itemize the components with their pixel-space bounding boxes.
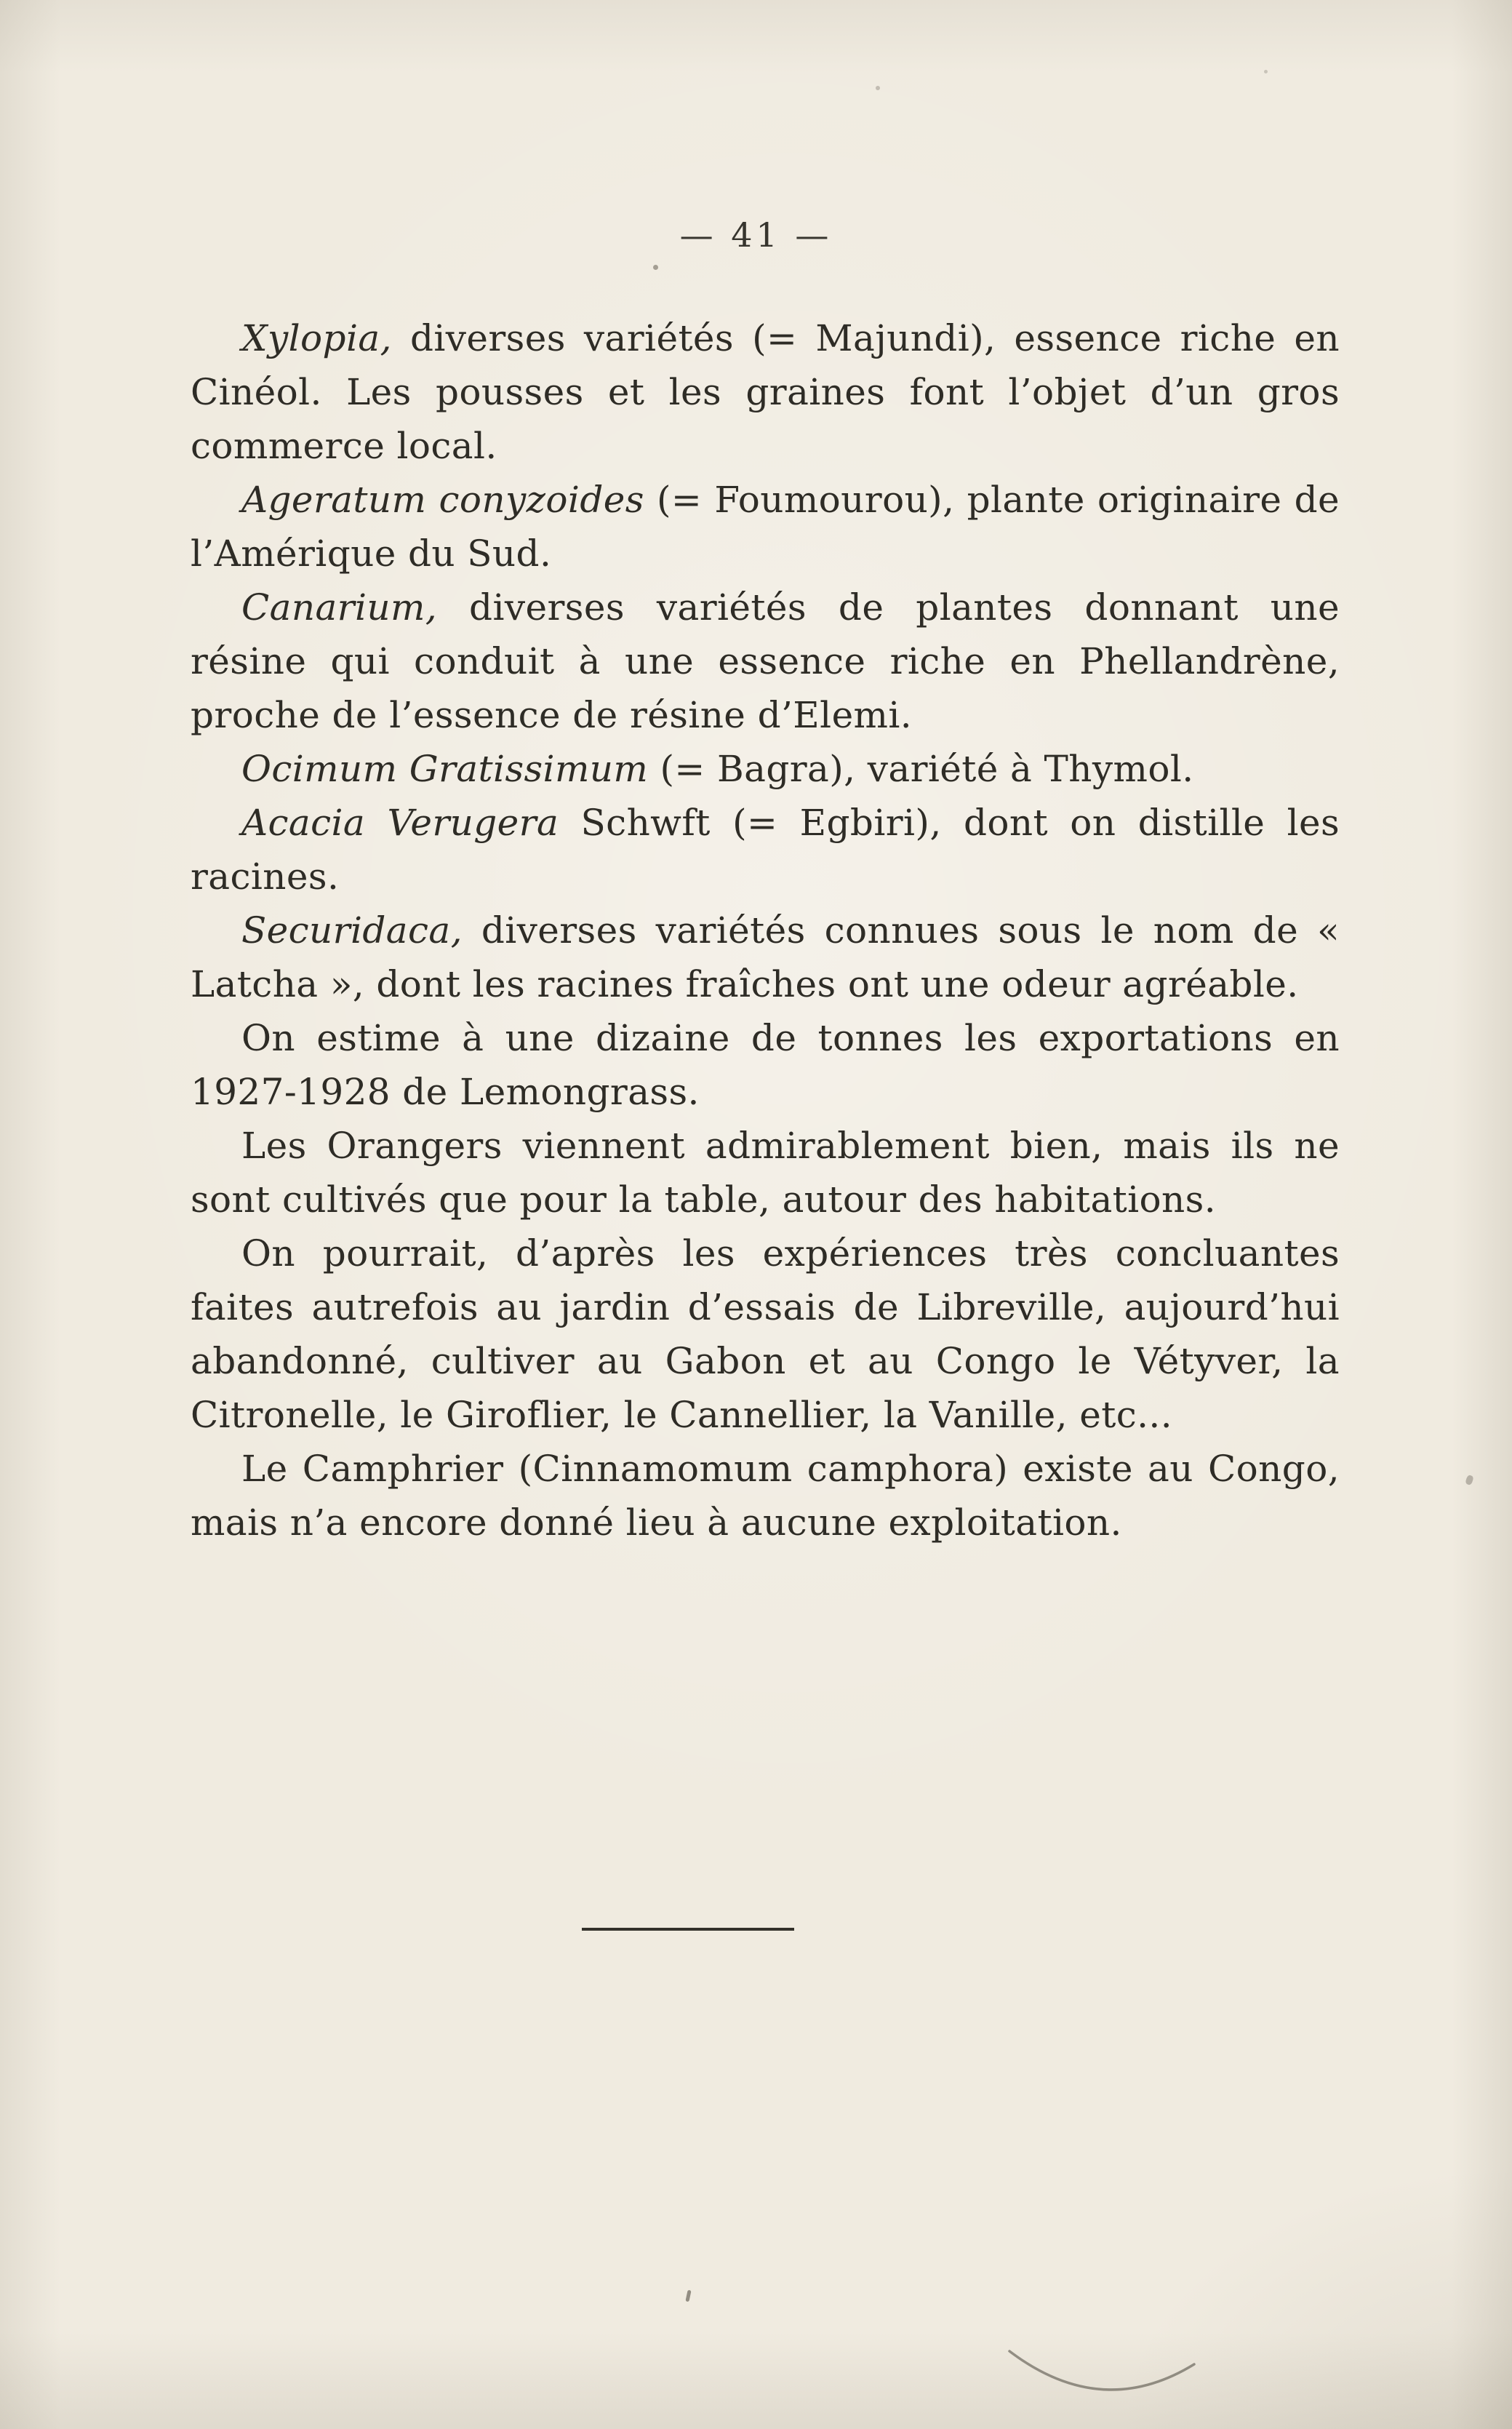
paragraph-text: Schwft (= Egbiri), dont on distille les racines. bbox=[191, 802, 1340, 898]
scan-tick-mark bbox=[685, 2290, 691, 2302]
page-number: — 41 — bbox=[679, 215, 833, 255]
species-name: Ageratum conyzoides bbox=[241, 479, 644, 521]
paragraph bbox=[191, 742, 1340, 796]
paragraph-text: Le Camphrier (Cinnamomum camphora) existe au Congo, mais n’a encore donné lieu à aucune exploitation. bbox=[191, 1448, 1340, 1544]
paragraph-text: diverses variétés connues sous le nom de « Latcha », dont les racines fraîches ont une odeur agréable. bbox=[191, 909, 1340, 1005]
paragraph bbox=[191, 473, 1340, 581]
paragraph bbox=[191, 1442, 1340, 1549]
paragraph-text: On estime à une dizaine de tonnes les exportations en 1927-1928 de Lemongrass. bbox=[191, 1017, 1340, 1113]
scan-speck bbox=[1264, 70, 1268, 73]
paragraph bbox=[191, 904, 1340, 1011]
paragraph-text: On pourrait, d’après les expériences très concluantes faites autrefois au jardin d’essais de Libreville, aujourd’hui abandonné, cultiver au Gabon et au Congo le Vétyver, la Citronelle, le Giroflier, le Cannellier, la Vanille, etc... bbox=[191, 1232, 1340, 1436]
paragraph-text: diverses variétés (= Majundi), essence riche en Cinéol. Les pousses et les graines font l’objet d’un gros commerce local. bbox=[191, 317, 1340, 467]
scan-speck bbox=[876, 86, 880, 90]
scan-speck bbox=[653, 265, 658, 270]
species-name: Xylopia, bbox=[241, 317, 392, 359]
paragraph bbox=[191, 581, 1340, 742]
species-name: Ocimum Gratissimum bbox=[241, 748, 649, 790]
species-name: Acacia Verugera bbox=[241, 802, 559, 844]
paragraph bbox=[191, 796, 1340, 904]
species-name: Securidaca, bbox=[241, 909, 463, 952]
species-name: Canarium, bbox=[241, 586, 438, 629]
paragraph bbox=[191, 1011, 1340, 1119]
paragraph-text: (= Bagra), variété à Thymol. bbox=[648, 748, 1194, 790]
paragraph bbox=[191, 1119, 1340, 1227]
section-divider bbox=[582, 1928, 794, 1931]
scan-speck bbox=[1465, 1475, 1474, 1485]
paragraph-text: (= Foumourou), plante originaire de l’Amérique du Sud. bbox=[191, 479, 1340, 575]
page-body bbox=[191, 311, 1340, 1549]
scan-curve-mark bbox=[1004, 2335, 1200, 2415]
paragraph bbox=[191, 1227, 1340, 1442]
paragraph-text: Les Orangers viennent admirablement bien, mais ils ne sont cultivés que pour la table, autour des habitations. bbox=[191, 1125, 1340, 1221]
paragraph bbox=[191, 311, 1340, 473]
paragraph-text: diverses variétés de plantes donnant une résine qui conduit à une essence riche en Phellandrène, proche de l’essence de résine d’Elemi. bbox=[191, 586, 1340, 736]
